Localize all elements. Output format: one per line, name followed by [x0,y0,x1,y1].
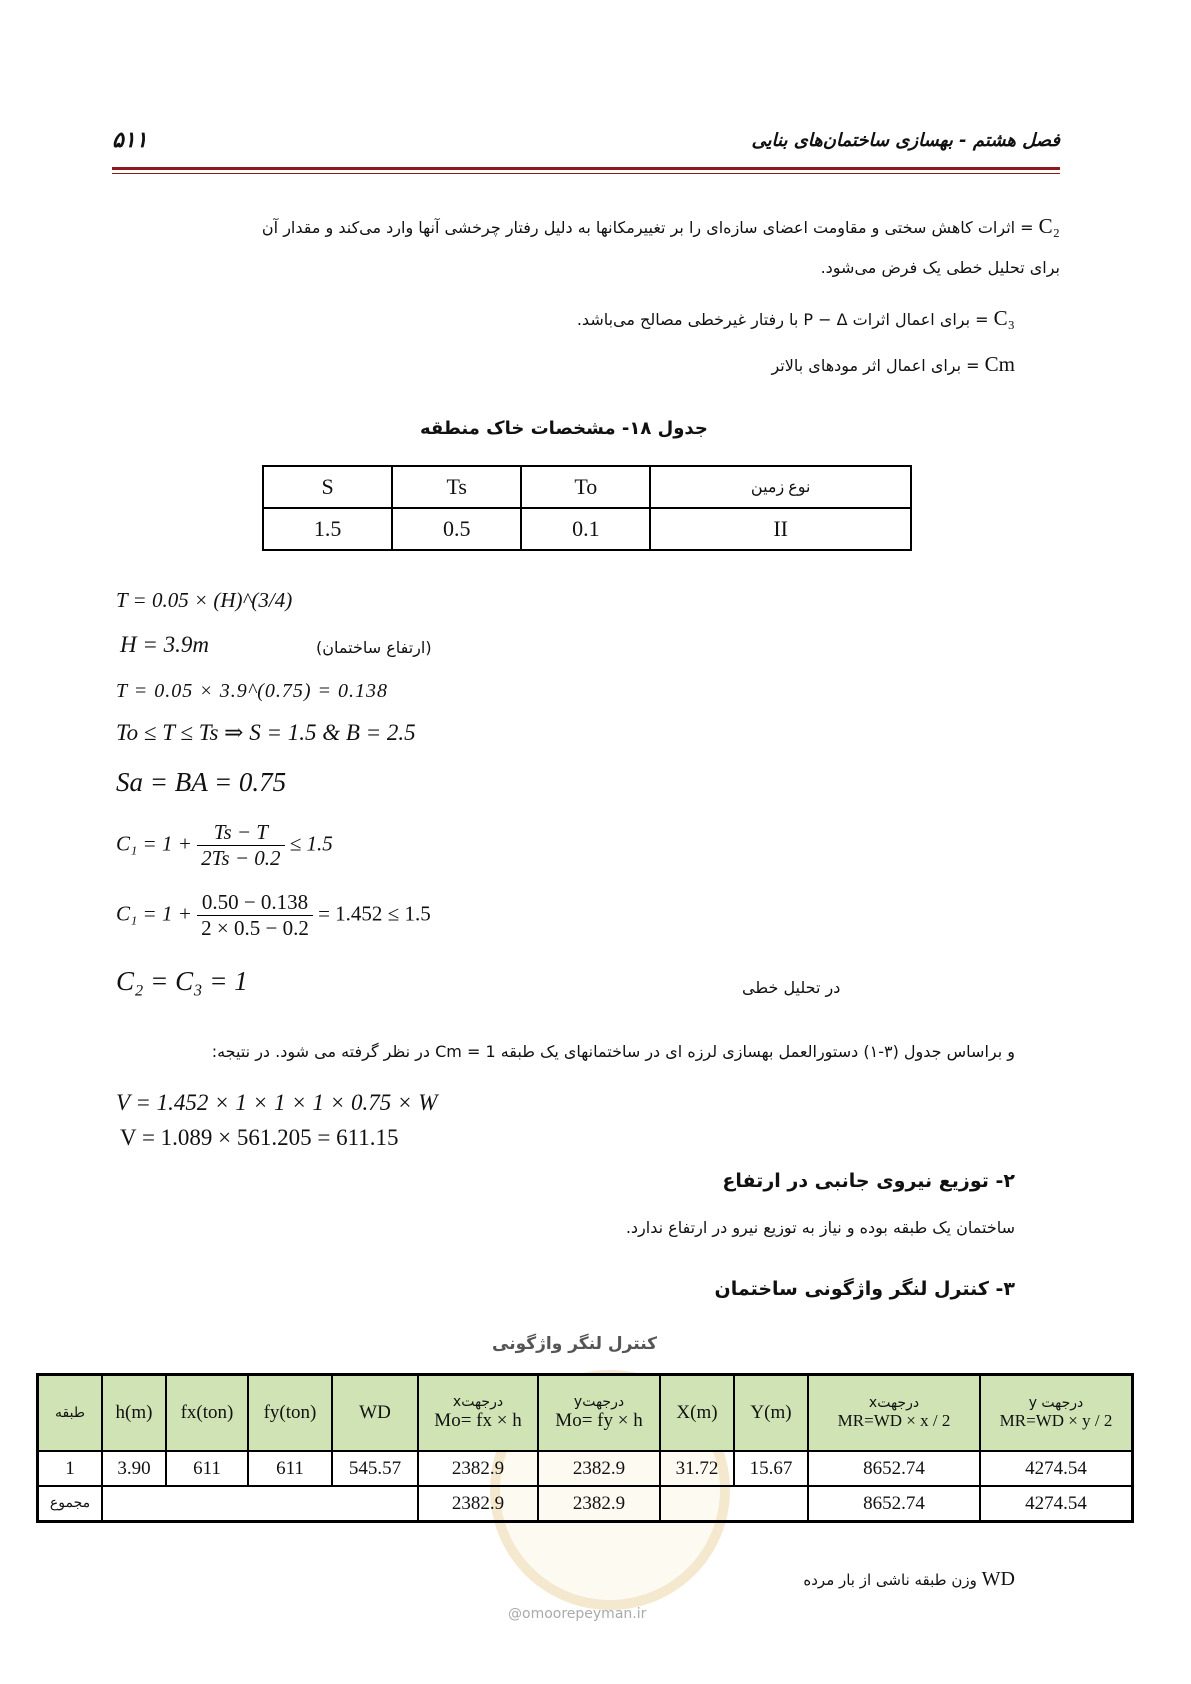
c1-general-lhs: C₁ = 1 + [116,831,192,856]
ot-header-mo-y [538,1375,660,1452]
ot-cell-fx: 611 [166,1451,248,1486]
overturn-table [36,1373,1134,1523]
equation-height: H = 3.9m [120,632,209,657]
ot-header-mo-x-top: درجهتx [452,1394,504,1410]
ot-header-mr-y [980,1375,1133,1452]
cm-sentence: و براساس جدول (۳-۱) دستورالعمل بهسازی لرزه ای در ساختمانهای یک طبقه Cm = 1 در نظر گرفته می شود. در نتیجه: [211,1042,1015,1061]
table-row-total [38,1486,1133,1522]
ot-header-mo-x [418,1375,538,1452]
ot-header-mr-x [808,1375,980,1452]
cm-paragraph [771,352,1015,377]
c3-symbol: C₃ [993,306,1015,330]
soil-value-s: 1.5 [263,508,392,550]
ot-header-mr-x-bot: MR=WD × x / 2 [837,1411,951,1430]
equation-period: T = 0.05 × (H)^(3/4) [116,588,293,612]
equation-sa: Sa = BA = 0.75 [116,767,287,797]
ot-total-empty [102,1486,418,1522]
ot-cell-mr-y: 4274.54 [980,1451,1133,1486]
soil-table-caption: جدول ۱۸- مشخصات خاک منطقه [420,418,708,439]
header-rule-thin [112,173,1060,174]
equation-base-shear-value: V = 1.089 × 561.205 = 611.15 [120,1125,399,1150]
ot-cell-mo-y: 2382.9 [538,1451,660,1486]
c1-value-fraction [197,890,313,941]
c3-text: = برای اعمال اثرات P − Δ با رفتار غیرخطی مصالح می‌باشد. [576,310,989,329]
ot-cell-h: 3.90 [102,1451,166,1486]
c1-value-rhs: = 1.452 ≤ 1.5 [318,901,431,926]
ot-header-mo-y-bot: Mo= fy × h [555,1410,643,1431]
header-rule [112,167,1060,170]
chapter-title: فصل هشتم - بهسازی ساختمان‌های بنایی [751,130,1060,151]
ot-cell-mr-x: 8652.74 [808,1451,980,1486]
ot-header-fy: fy(ton) [248,1375,332,1452]
c3-paragraph [577,306,1015,331]
ot-cell-x: 31.72 [660,1451,734,1486]
ot-cell-fy: 611 [248,1451,332,1486]
ot-total-mo-y: 2382.9 [538,1486,660,1522]
ot-cell-floor: 1 [38,1451,103,1486]
ot-header-mr-y-top: درجهت y [1028,1395,1084,1411]
table-row [38,1451,1133,1486]
equation-c2-c3: C₂ = C₃ = 1 [116,966,248,996]
soil-header-s: S [263,466,392,508]
c1-value-numerator: 0.50 − 0.138 [197,890,313,916]
soil-value-type: II [650,508,911,550]
overturn-table-caption: کنترل لنگر واژگونی [492,1334,658,1354]
watermark-text: @omoorepeyman.ir [508,1606,647,1622]
ot-header-wd: WD [332,1375,418,1452]
ot-header-x: X(m) [660,1375,734,1452]
soil-header-ts: Ts [392,466,521,508]
equation-c1-value [116,890,431,941]
equation-height-note: (ارتفاع ساختمان) [316,638,432,657]
ot-header-mo-y-top: درجهتy [573,1394,625,1410]
c1-value-denominator: 2 × 0.5 − 0.2 [201,916,309,940]
ot-total-mr-y: 4274.54 [980,1486,1133,1522]
c2-text: = اثرات کاهش سختی و مقاومت اعضای سازه‌ای را بر تغییرمکانها به دلیل رفتار چرخشی آنها وارد می‌کند و مقدار آن [261,218,1034,237]
ot-header-floor: طبقه [38,1375,103,1452]
footnote-text: وزن طبقه ناشی از بار مرده [803,1571,977,1589]
equation-soil-range: To ≤ T ≤ Ts ⇒ S = 1.5 & B = 2.5 [116,720,416,745]
footnote [803,1568,1015,1591]
ot-total-mo-x: 2382.9 [418,1486,538,1522]
soil-table [262,465,912,551]
page-number: ۵۱۱ [112,128,148,153]
ot-header-mr-y-bot: MR=WD × y / 2 [999,1411,1113,1430]
ot-total-label: مجموع [38,1486,103,1522]
c1-general-rhs: ≤ 1.5 [289,831,333,856]
ot-header-mo-x-bot: Mo= fx × h [434,1410,522,1431]
c2-paragraph [115,216,1060,238]
soil-header-type: نوع زمین [650,466,911,508]
ot-cell-y: 15.67 [734,1451,808,1486]
soil-header-to: To [521,466,650,508]
equation-c1-general [116,820,333,871]
ot-total-empty-xy [660,1486,808,1522]
cm-text: = برای اعمال اثر مودهای بالاتر [771,356,980,375]
ot-header-y: Y(m) [734,1375,808,1452]
ot-cell-wd: 545.57 [332,1451,418,1486]
footnote-symbol: WD [981,1568,1015,1590]
section3-title: ۳- کنترل لنگر واژگونی ساختمان [714,1278,1015,1300]
equation-c2-c3-note: در تحلیل خطی [742,978,841,997]
c1-general-denominator: 2Ts − 0.2 [201,846,281,870]
ot-cell-mo-x: 2382.9 [418,1451,538,1486]
section2-text: ساختمان یک طبقه بوده و نیاز به توزیع نیرو در ارتفاع ندارد. [625,1218,1015,1237]
ot-total-mr-x: 8652.74 [808,1486,980,1522]
ot-header-h: h(m) [102,1375,166,1452]
equation-period-value: T = 0.05 × 3.9^(0.75) = 0.138 [116,680,389,702]
soil-value-to: 0.1 [521,508,650,550]
cm-symbol: Cm [984,352,1015,376]
ot-header-mr-x-top: درجهتx [868,1395,920,1411]
section2-title: ۲- توزیع نیروی جانبی در ارتفاع [722,1170,1015,1192]
soil-value-ts: 0.5 [392,508,521,550]
c2-symbol: C₂ [1038,214,1060,238]
c1-general-fraction [197,820,284,871]
c1-value-lhs: C₁ = 1 + [116,901,192,926]
equation-base-shear: V = 1.452 × 1 × 1 × 1 × 0.75 × W [116,1090,438,1115]
c1-general-numerator: Ts − T [197,820,284,846]
c2-paragraph-line2: برای تحلیل خطی یک فرض می‌شود. [820,258,1060,277]
ot-header-fx: fx(ton) [166,1375,248,1452]
